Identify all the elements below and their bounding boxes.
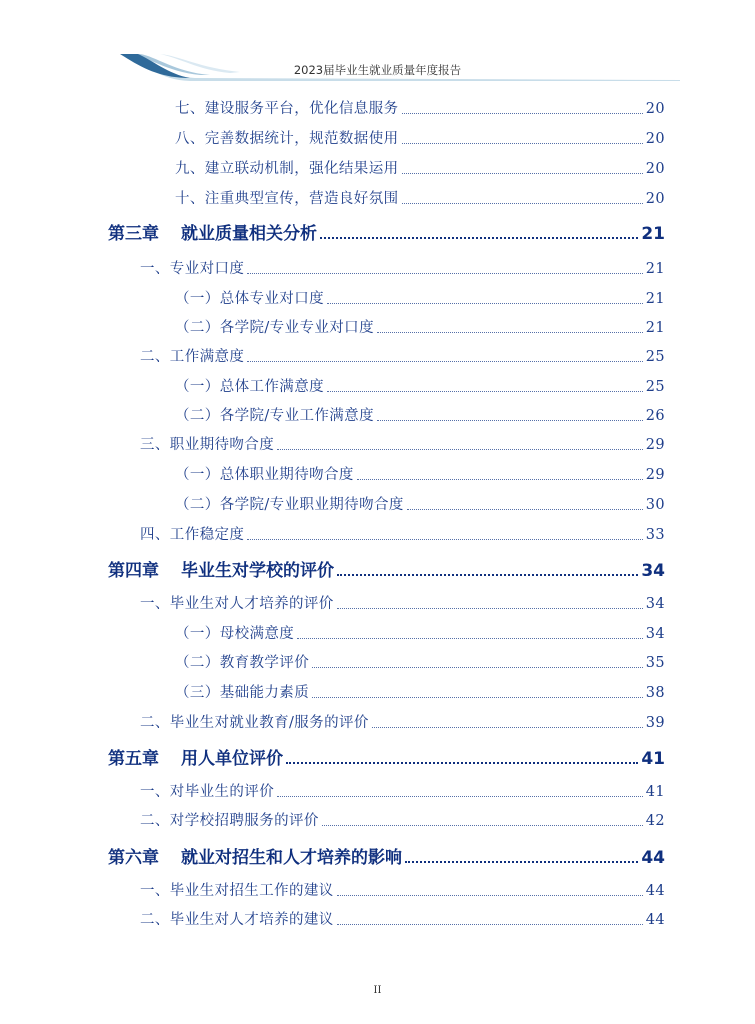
toc-dot-leader <box>312 696 643 698</box>
toc-entry-label: （一）母校满意度 <box>175 626 295 642</box>
toc-page-number: 44 <box>641 848 665 868</box>
toc-dot-leader <box>337 894 643 896</box>
toc-entry-label: 一、毕业生对人才培养的评价 <box>140 596 334 612</box>
toc-dot-leader <box>277 795 643 797</box>
toc-entry[interactable] <box>140 433 665 454</box>
toc-dot-leader <box>247 538 642 540</box>
toc-chapter-entry[interactable] <box>108 219 665 244</box>
toc-page-number: 20 <box>645 101 665 117</box>
toc-entry-label: 一、对毕业生的评价 <box>140 784 275 800</box>
toc-dot-leader <box>377 331 643 333</box>
toc-entry-label: （二）各学院/专业专业对口度 <box>175 320 374 336</box>
toc-dot-leader <box>337 607 643 609</box>
page-header <box>0 0 755 90</box>
toc-dot-leader <box>247 272 642 274</box>
toc-entry[interactable] <box>175 375 665 396</box>
toc-entry[interactable] <box>140 345 665 366</box>
toc-dot-leader <box>377 419 643 421</box>
toc-entry[interactable] <box>140 908 665 929</box>
toc-page-number: 34 <box>645 596 665 612</box>
toc-page-number: 34 <box>645 626 665 642</box>
toc-entry[interactable] <box>175 127 665 148</box>
toc-page-number: 26 <box>645 408 665 424</box>
toc-dot-leader <box>337 573 638 576</box>
toc-entry[interactable] <box>175 157 665 178</box>
toc-entry-label: （一）总体职业期待吻合度 <box>175 467 354 483</box>
toc-page-number: 38 <box>645 685 665 701</box>
toc-entry-label: 第四章 <box>108 561 159 581</box>
toc-entry[interactable] <box>175 681 665 702</box>
toc-dot-leader <box>407 508 643 510</box>
toc-dot-leader <box>402 172 643 174</box>
toc-entry-label: 二、毕业生对人才培养的建议 <box>140 912 334 928</box>
toc-dot-leader <box>402 142 643 144</box>
toc-entry[interactable] <box>140 523 665 544</box>
toc-entry[interactable] <box>175 463 665 484</box>
toc-page-number: 29 <box>645 467 665 483</box>
toc-entry-label: （一）总体专业对口度 <box>175 291 324 307</box>
toc-entry[interactable] <box>175 651 665 672</box>
toc-entry-label: （三）基础能力素质 <box>175 685 310 701</box>
toc-dot-leader <box>357 478 643 480</box>
toc-entry-label: 一、专业对口度 <box>140 261 245 277</box>
toc-dot-leader <box>372 726 643 728</box>
toc-entry-label: 十、注重典型宣传，营造良好氛围 <box>175 191 399 207</box>
toc-chapter-title: 用人单位评价 <box>181 749 283 769</box>
toc-entry[interactable] <box>175 493 665 514</box>
toc-dot-leader <box>320 236 638 239</box>
toc-dot-leader <box>297 637 643 639</box>
toc-entry[interactable] <box>140 257 665 278</box>
toc-entry[interactable] <box>140 780 665 801</box>
toc-chapter-entry[interactable] <box>108 744 665 769</box>
toc-dot-leader <box>277 448 643 450</box>
toc-page-number: 35 <box>645 655 665 671</box>
toc-chapter-title: 毕业生对学校的评价 <box>181 561 334 581</box>
toc-dot-leader <box>322 824 643 826</box>
toc-entry-label: 二、毕业生对就业教育/服务的评价 <box>140 715 369 731</box>
toc-page-number: 21 <box>645 261 665 277</box>
toc-page-number: 29 <box>645 437 665 453</box>
toc-entry-label: 四、工作稳定度 <box>140 527 245 543</box>
toc-page-number: 25 <box>645 349 665 365</box>
toc-dot-leader <box>327 390 643 392</box>
toc-entry-label: 八、完善数据统计，规范数据使用 <box>175 131 399 147</box>
toc-page-number: 30 <box>645 497 665 513</box>
toc-entry-label: 第五章 <box>108 749 159 769</box>
toc-entry-label: 第六章 <box>108 848 159 868</box>
toc-page-number: 42 <box>645 813 665 829</box>
toc-dot-leader <box>405 860 638 863</box>
toc-entry[interactable] <box>140 711 665 732</box>
toc-entry[interactable] <box>175 187 665 208</box>
header-title: 2023届毕业生就业质量年度报告 <box>293 63 462 77</box>
toc-entry-label: 三、职业期待吻合度 <box>140 437 275 453</box>
toc-entry-label: 七、建设服务平台，优化信息服务 <box>175 101 399 117</box>
toc-page-number: 21 <box>645 320 665 336</box>
toc-page-number: 21 <box>641 224 665 244</box>
toc-entry[interactable] <box>175 622 665 643</box>
toc-dot-leader <box>327 302 643 304</box>
toc-dot-leader <box>337 923 643 925</box>
toc-entry[interactable] <box>140 592 665 613</box>
toc-dot-leader <box>402 202 643 204</box>
toc-entry[interactable] <box>175 287 665 308</box>
toc-page-number: 20 <box>645 161 665 177</box>
page-number: II <box>373 985 382 996</box>
toc-dot-leader <box>312 666 643 668</box>
toc-entry-label: 二、对学校招聘服务的评价 <box>140 813 319 829</box>
toc-entry-label: 一、毕业生对招生工作的建议 <box>140 883 334 899</box>
toc-entry-label: （二）教育教学评价 <box>175 655 310 671</box>
toc-chapter-title: 就业对招生和人才培养的影响 <box>181 848 402 868</box>
toc-page-number: 33 <box>645 527 665 543</box>
toc-page-number: 39 <box>645 715 665 731</box>
toc-page-number: 34 <box>641 561 665 581</box>
toc-chapter-entry[interactable] <box>108 843 665 868</box>
toc-page-number: 25 <box>645 379 665 395</box>
toc-dot-leader <box>402 112 643 114</box>
toc-page-number: 21 <box>645 291 665 307</box>
toc-entry-label: （一）总体工作满意度 <box>175 379 324 395</box>
toc-page-number: 41 <box>645 784 665 800</box>
toc-page-number: 41 <box>641 749 665 769</box>
toc-entry[interactable] <box>140 879 665 900</box>
toc-page-number: 44 <box>645 912 665 928</box>
toc-page-number: 20 <box>645 191 665 207</box>
toc-entry-label: 九、建立联动机制，强化结果运用 <box>175 161 399 177</box>
toc-entry[interactable] <box>140 809 665 830</box>
toc-entry-label: （二）各学院/专业职业期待吻合度 <box>175 497 404 513</box>
toc-dot-leader <box>247 360 642 362</box>
toc-entry[interactable] <box>175 404 665 425</box>
toc-entry-label: （二）各学院/专业工作满意度 <box>175 408 374 424</box>
toc-entry-label: 第三章 <box>108 224 159 244</box>
toc-entry[interactable] <box>175 316 665 337</box>
toc-chapter-entry[interactable] <box>108 556 665 581</box>
toc-entry[interactable] <box>175 97 665 118</box>
toc-entry-label: 二、工作满意度 <box>140 349 245 365</box>
toc-dot-leader <box>286 761 638 764</box>
toc-page-number: 44 <box>645 883 665 899</box>
toc-chapter-title: 就业质量相关分析 <box>181 224 317 244</box>
toc-page-number: 20 <box>645 131 665 147</box>
